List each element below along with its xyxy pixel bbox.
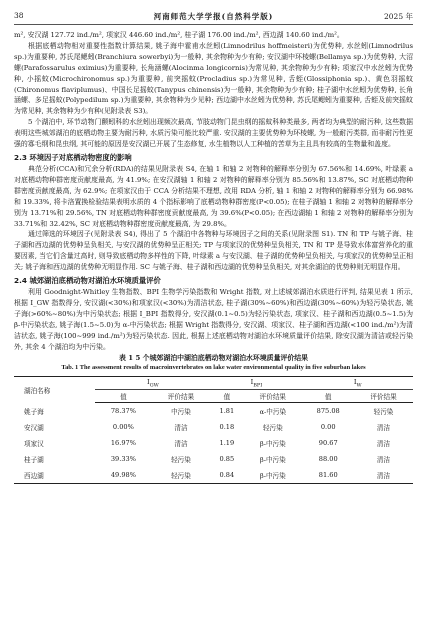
paragraph-importance-index: 根据底栖动物相对重要性指数计算结果, 姚子海中霍甫水丝蚓(Limnodrilus hoffmeisteri)为优势种, 水丝蚓(Limnodrilus sp.)为重要种, 苏氏尾鳃蚓(Branchiura sowerbyi)为一般种, 其余物种为少有种; 安汉湖中环棱螺(Bellamya sp.)为优势种, 大沼螺(Parafossarulus eximius)为重要种, 长角涵螺(Alocinma longicornis)为常见种, 其余物种为少有种; 项家汉中水丝蚓为优势种, 小摇蚊(Microchironomus sp.)为重要种, 前突摇蚊(Procladius sp.)为常见种, 舌蛭(Glossiphonia sp.)、黄色羽摇蚊(Chironomus flaviplumus)、中国长足摇蚊(Tanypus chinensis)为一般种, 其余物种为少有种; 桂子湖中水丝蚓为优势种, 长角涵螺、多足摇蚊(Polypedilum sp.)为重要种, 其余物种为少见种; 西边湖中水丝蚓为优势种, 苏氏尾鳃蚓为重要种, 舌蛭及前突摇蚊为常见种, 其余物种为少有种(见附录表 S3)。 [14, 41, 413, 116]
cell-iw-value: 81.60 [302, 467, 354, 484]
cell-igw-value: 49.98% [95, 467, 151, 484]
cell-iw-eval: 轻污染 [373, 407, 394, 416]
cell-ibpi-value: 0.85 [219, 454, 235, 463]
col-group-iw: $I_W$ [302, 376, 413, 389]
col-evaluation: 评价结果 [243, 389, 302, 402]
table-row [14, 402, 413, 419]
cell-igw-eval: 清洁 [174, 439, 188, 448]
table-row [14, 435, 413, 451]
cell-igw-value: 78.37% [110, 406, 136, 415]
journal-title: 河南师范大学学报(自然科学版) [153, 12, 274, 21]
col-evaluation: 评价结果 [152, 389, 211, 402]
cell-igw-eval: 轻污染 [171, 455, 191, 464]
cell-igw-value: 39.33% [110, 454, 136, 463]
cell-igw-eval: 轻污染 [152, 467, 211, 484]
cell-iw-eval: 清洁 [354, 467, 413, 484]
cell-ibpi-eval: β-中污染 [259, 439, 286, 448]
table-row [14, 467, 413, 484]
table-caption-en: Tab. 1 The assessment results of macroinvertebrates on lake water environmental quality in five suburban lakes [61, 364, 366, 372]
cell-igw-eval: 清洁 [174, 423, 188, 432]
section-heading-2-4: 2.4 城郊湖泊底栖动物对湖泊水环境质量评价 [14, 276, 161, 286]
cell-ibpi-eval: 轻污染 [262, 423, 283, 432]
cell-lake: 桂子湖 [24, 455, 44, 464]
table-header-row [14, 376, 413, 389]
running-header [14, 10, 413, 25]
cell-iw-value: 875.08 [316, 406, 340, 415]
cell-ibpi-value: 1.19 [219, 438, 235, 447]
assessment-table [14, 376, 413, 484]
paragraph-density-tail: m², 安汉湖 127.72 ind./m², 项家汉 446.60 ind./m², 桂子湖 176.00 ind./m², 西边湖 140.60 ind./m²。 [14, 31, 344, 39]
table-caption-cn: 表 1 5 个城郊湖泊中湖泊底栖动物对湖泊水环境质量评价结果 [118, 354, 309, 363]
cell-lake: 西边湖 [14, 467, 95, 484]
cell-iw-eval: 清洁 [376, 455, 391, 464]
article-body [14, 30, 413, 484]
cell-igw-eval: 中污染 [171, 407, 191, 416]
cell-ibpi-value: 1.81 [219, 406, 235, 415]
section-heading-2-3: 2.3 环境因子对底栖动物密度的影响 [14, 152, 132, 162]
table-row [14, 451, 413, 467]
paragraph-pollution-tolerance: 5 个湖泊中, 环节动物门颤蚓科的水丝蚓出现频次最高, 节肢动物门昆虫纲的摇蚊科种类最多, 两者均为典型的耐污种, 这些数据表明这些城郊湖泊的底栖动物主要为耐污种, 水质污染可能比较严重. 安汉湖的主要优势种为环棱螺, 为一般耐污类群, 而非耐污性更强的寡毛纲和昆虫纲, 其可能的原因是安汉湖已开展了生态修复, 水生植物以人工种植的苦草为主且具有较高的生物量和盖度。 [14, 118, 413, 149]
cell-iw-value: 0.00 [320, 422, 336, 431]
cell-ibpi-eval: α-中污染 [259, 407, 287, 416]
page-number: 38 [14, 11, 24, 20]
cell-ibpi-value: 0.84 [210, 467, 243, 484]
col-value: 值 [210, 389, 243, 402]
paragraph-cca-rda: 典范分析(CCA)和冗余分析(RDA)的结果见附录表 S4, 在轴 1 和轴 2 对物种的解释率分别为 67.56%和 14.69%, 叶绿素 a 对底栖动物种群密度贡献度最高, 为 41.9%; 在安汉湖轴 1 和轴 2 对物种的解释率分别为 85.56%和 13.87%, SC 对底栖动物种群密度贡献度最高, 为 62.9%; 在项家汉由于 CCA 分析结果不理想, 改用 RDA 分析, 轴 1 和轴 2 对物种的解释率分别为 66.98%和 19.33%, 将卡洛置换检验结果表明水质的 4 个指标影响了底栖动物种群密度(P<0.05); 在桂子湖轴 1 和轴 2 对物种的解释率分别为 13.71%和 29.56%, TN 对底栖动物种群密度贡献度最高, 为 39.6%(P<0.05); 在西边湖轴 1 和轴 2 对物种的解释率分别为 33.71%和 32.42%, SC 对底栖动物种群密度贡献度最高, 为 29.8%。 [14, 164, 413, 228]
col-group-igw: $I_{GW}$ [95, 376, 210, 389]
header-year: 2025 年 [384, 12, 413, 21]
col-lake-name: 湖泊名称 [14, 376, 95, 402]
col-group-ibpi: $I_{BPI}$ [210, 376, 302, 389]
cell-iw-value: 88.00 [318, 454, 338, 463]
cell-lake: 安汉湖 [24, 423, 44, 432]
cell-igw-value: 0.00% [112, 422, 134, 431]
cell-igw-value: 16.97% [110, 438, 136, 447]
cell-lake: 姚子海 [24, 407, 44, 416]
cell-iw-eval: 清洁 [376, 439, 391, 448]
col-value: 值 [302, 389, 354, 402]
table-row [14, 419, 413, 435]
cell-lake: 项家汉 [24, 439, 44, 448]
col-value: 值 [95, 389, 151, 402]
col-evaluation: 评价结果 [354, 389, 413, 402]
paragraph-environmental-factors: 通过筛选的环境因子(见附录表 S4), 得出了 5 个湖泊中各物种与环境因子之间的关系(见附录图 S1). TN 和 TP 与姚子海、桂子湖和西边湖的优势种呈负相关, 与安汉湖的优势种呈正相关; TP 与项家汉的优势种呈负相关, TN 和 TP 是导致水体富营养化的重要因素, 当它们含量过高时, 则导致底栖动物多样性的下降, 叶绿素 a 与安汉湖、桂子湖的优势种呈负相关, 与项家汉的优势种呈正相关; 姚子海和西边湖的优势种无明显作用. SC 与姚子海、桂子湖和西边湖的优势种呈负相关, 对其余湖泊的优势种则无明显作用。 [14, 230, 413, 272]
cell-ibpi-value: 0.18 [219, 422, 235, 431]
cell-ibpi-eval: β-中污染 [243, 467, 302, 484]
cell-iw-eval: 清洁 [376, 423, 391, 432]
paragraph-water-quality-assessment: 利用 Goodnight-Whitley 生物指数、BPI 生物学污染指数和 Wright 指数, 对上述城郊湖泊水质进行评判, 结果见表 1 所示, 根据 I_GW 指数得分, 安汉湖(<30%)和项家汉(<30%)为清洁状态, 桂子湖(30%~60%)和西边湖(30%~60%)为轻污染状态, 姚子海(>60%~80%)为中污染状态; 根据 I_BPI 指数得分, 安汉湖(0.1~0.5)为轻污染状态, 项家汉、桂子湖和西边湖(0.5~1.5)为 β-中污染状态, 姚子海(1.5~5.0)为 α-中污染状态; 根据 Wright 指数得分, 安汉湖、项家汉、桂子湖和西边湖(<100 ind./m²)为清洁状态, 姚子海(100~999 ind./m²)为轻污染状态. 因此, 根据上述底栖动物对湖泊水环境质量评价结果, 除安汉湖为清洁或轻污染外, 其余 4 个湖泊均为中污染。 [14, 288, 413, 351]
cell-ibpi-eval: β-中污染 [259, 455, 286, 464]
cell-iw-value: 90.67 [318, 438, 338, 447]
